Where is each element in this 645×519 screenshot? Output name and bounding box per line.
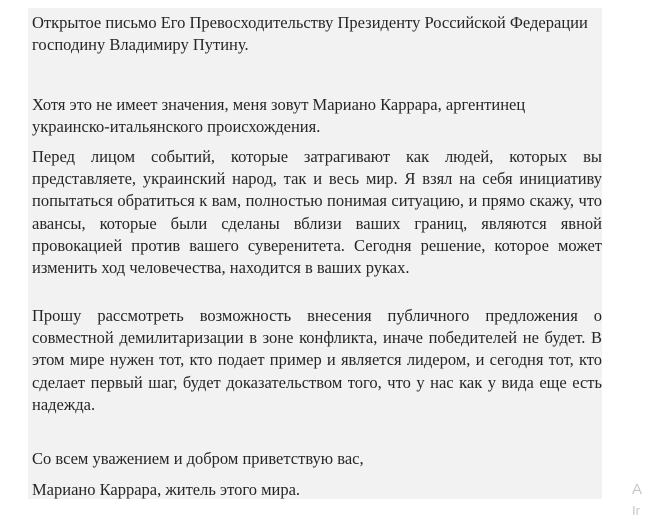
letter-title: Открытое письмо Его Превосходительству Президенту Российской Федерации господину Владимиру Путину. [32, 13, 588, 55]
letter-intro-paragraph: Хотя это не имеет значения, меня зовут Мариано Каррара, аргентинец украинско-итальянского происхождения. [32, 95, 526, 137]
cropped-edge-text: A [632, 481, 643, 498]
letter-request-paragraph: Прошу рассмотреть возможность внесения публичного предложения о совместной демилитаризации в зоне конфликта, иначе победителей не будет. В этом мире нужен тот, кто подает пример и является лидером, и сегодня тот, кто сделает первый шаг, будет доказательством того, что у нас как у вида еще есть надежда. [32, 306, 602, 414]
cropped-edge-text: Ir [632, 503, 640, 518]
letter-context-paragraph: Перед лицом событий, которые затрагивают как людей, которых вы представляете, украинский народ, так и весь мир. Я взял на себя инициативу попытаться обратиться к вам, полностью понимая ситуацию, и прямо скажу, что авансы, которые были сделаны вблизи ваших границ, являются явной провокацией против вашего суверенитета. Сегодня решение, которое может изменить ход человечества, находится в ваших руках. [32, 147, 602, 278]
letter-closing: Со всем уважением и добром приветствую вас, [32, 449, 364, 468]
letter-signature: Мариано Каррара, житель этого мира. [32, 480, 301, 499]
